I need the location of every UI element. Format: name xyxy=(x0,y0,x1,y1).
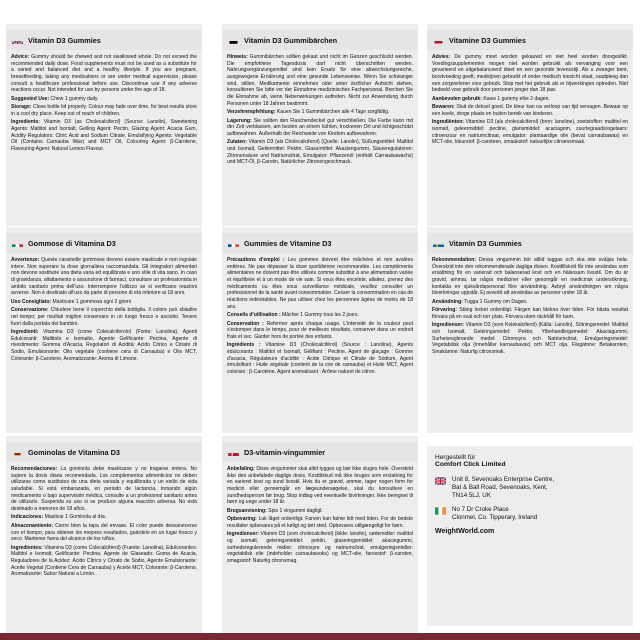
panel-body xyxy=(11,257,197,362)
ie-address-line: Clonmel, Co. Tipperary, Ireland xyxy=(452,514,538,522)
forvaring-label: Förvaring: xyxy=(432,307,457,314)
lagerung-text: Sie sollten den Flaschendeckel gut verschließen. Die Farbe kann mit der Zeit verblassen, am besten an einem kühlen, trockenen Ort und lichtgeschützt aufbewahren. Außerhalb der Reichweite von Kindern aufbewahren. xyxy=(227,117,414,137)
conseils-label: Conseils d'utilisation : xyxy=(227,312,281,319)
ingredienser-text: Vitamin D3 (som Kolekalciferol) (Källa: Lanolin), Sötningsmedel: Maltitol och Isomalt, Geléringsmedel: Pektin, Ytbehandlingsmedel: Akaciagummi, Surhetsreglerande medel: Citronsyra och Natriumcitrat, Emulgeringsmedel: Vegetabilisk olja (innehåller karnaubavax) och MCT olja, Färgämne: Betakaroten, Smakämne: Naturlig citronsmak. xyxy=(432,322,628,355)
advies-text: De gummy moet worden gekauwd en niet heel worden doorgeslikt. Voedingssupplementen mogen niet worden gebruikt als vervanging voor een gevarieerd en uitgebalanceerd dieet en een gezonde levensstijl. Als u zwanger bent, borstvoeding geeft, medicijnen gebruikt of onder medisch toezicht staat, raadpleeg dan een zorgverlener voor gebruik. Stop met het gebruik als er bijwerkingen optreden. Niet bedoeld voor gebruik door personen jonger dan 18 jaar. xyxy=(432,54,629,94)
anvandning-text: Tugga 1 Gummy om Dagen. xyxy=(464,298,528,305)
ingredienser-text: Vitamin D3 (som cholecalciferol) (kilde: lanolin), sødemidler: maltitol og isomalt, geleringsmiddel: pektin, glaseringsmiddel: akaciegummi, surhedsregulerende midler: citronsyre og natriumcitrat, emulgeringsmidler: vegetabilsk olie (indeholder carnaubavoks) og MCT-olie, farvestof: β-caroten, smagsstof: Naturlig citronsmag. xyxy=(227,531,413,564)
panel-title: Vitamin D3 Gummies xyxy=(449,238,522,248)
aanbevolen-text: Kauw 1 gummy elke 2 dagen. xyxy=(483,95,550,102)
precautions-text: Les gommes doivent être mâchées et non avalées entières. Ne pas dépasser la dose quotidienne recommandée. Les compléments alimentaires ne doivent pas être utilisés comme substitut à une alimentation variée et équilibrée et à un mode de vie sain. Si vous êtes enceinte, allaitez, prenez des médicaments ou êtes sous surveillance médicale, veuillez consulter un professionnel de la santé avant consommation. Cesser la consommation en cas de réactions indésirables. Ne pas utiliser chez les personnes âgées de moins de 18 ans. xyxy=(227,257,414,310)
almacenamiento-label: Almacenamiento: xyxy=(11,522,54,529)
panel-header xyxy=(222,30,418,50)
panel-title: Vitamin D3 Gummibärchen xyxy=(244,35,338,45)
conseils-text: Mâcher 1 Gummy tous les 2 jours. xyxy=(282,312,359,319)
rekommendation-label: Rekommendation: xyxy=(432,257,477,263)
ingredients-label: Ingredients: xyxy=(11,119,40,126)
verzehr-label: Verzehrempfehlung: xyxy=(227,109,276,116)
panel-body xyxy=(432,257,628,356)
panel-dk xyxy=(222,436,418,634)
zutaten-label: Zutaten: xyxy=(227,139,247,146)
storage-label: Storage: xyxy=(11,104,32,111)
panel-header xyxy=(427,233,633,253)
france-flag-icon xyxy=(228,239,239,247)
panel-body xyxy=(227,54,413,166)
aanbevolen-label: Aanbevolen gebruik: xyxy=(432,95,482,102)
ireland-address xyxy=(435,506,625,522)
advies-label: Advies: xyxy=(432,54,451,60)
uk-address-line: Unit 8, Sevenoaks Enterprise Centre, xyxy=(452,476,555,483)
forvaring-text: Stäng locket ordentligt. Färgen kan blekna över tiden. För bästa resultat förvara på en sval och torr plats. Förvara utom räckhåll för barn. xyxy=(432,307,628,320)
netherlands-flag-icon xyxy=(433,36,444,44)
panel-title: Vitamin D3 Gummies xyxy=(28,35,101,45)
panel-header xyxy=(6,30,202,50)
bewaren-label: Bewaren: xyxy=(432,104,455,111)
panel-title: D3-vitamin-vingummier xyxy=(244,447,326,457)
opbevaring-text: Luk låget ordentligt. Farven kan falme lidt med tiden. For de bedste resultater opbevares på et køligt og tørt sted. Opbevares utilgængeligt for børn. xyxy=(227,516,413,529)
conservation-text: Refermer après chaque usage. L'intensité de la couleur peut s'estomper dans le temps, pour de meilleurs résultats, conserver dans un endroit frais et sec. Garder hors de portée des enfants. xyxy=(227,320,414,340)
recomendaciones-label: Recomendaciones: xyxy=(11,466,58,472)
conservazione-label: Conservazione: xyxy=(11,307,49,314)
panel-es xyxy=(6,436,202,634)
storage-text: Close bottle lid properly. Colour may fade over time, for best results store in a cool dry place. Keep out of reach of children. xyxy=(11,104,197,117)
indicaciones-text: Masticar 1 Gominola al día. xyxy=(44,514,107,521)
ingredienten-text: Vitamine D3 (als cholecalciferol) (bron: lanoline), zoetstoffen: maltitol en isomalt, geleermiddel: pectine, glansmiddel: acaciagom, zuurtegraadsregelaars: citroenzuur en natriumcitraat, emulgator: plantaardige olie (bevat carnaubawas) en MCT-olie, kleurstof: β-caroteen, smaakstof: natuurlijke citroensmaak. xyxy=(432,119,628,146)
advice-label: Advice: xyxy=(11,54,30,60)
indicaciones-label: Indicaciones: xyxy=(11,514,44,521)
bewaren-text: Sluit de deksel goed. De kleur kan na verloop van tijd vervagen. Bewaar op een koele, droge plaats en buiten bereik van kinderen. xyxy=(432,104,628,117)
ingredienten-label: Ingrediënten: xyxy=(432,119,464,126)
panel-header xyxy=(222,233,418,253)
conservazione-text: Chiudere bene il coperchio della bottiglia. Il colore può sbiadire nel tempo; per risultati migliori conservare in un luogo fresco e asciutto. Tenere fuori dalla portata dei bambini. xyxy=(11,307,197,327)
panel-body xyxy=(227,466,413,565)
panel-header xyxy=(222,442,418,462)
lagerung-label: Lagerung: xyxy=(227,117,252,124)
ingredients-text: Vitamine D3 (Cholécalciférol) (Source : Lanoline), Agents édulcorants : Maltitol et Isomalt, Gélifiant : Pectine, Agent de glaçage : Gomme d'acacia, Régulateurs d'acidité : Acide Citrique et Citrate de Sodium, Agent émulsifiant : Huile végétale (contient de la cire de carnauba) et Huile MCT, Agent colorant : β-Carotène, Agent aromatisant : Arôme naturel de citron. xyxy=(227,342,413,375)
panel-nl xyxy=(427,24,633,226)
panel-uk xyxy=(6,24,202,226)
sweden-flag-icon xyxy=(433,239,444,247)
italy-flag-icon xyxy=(12,239,23,247)
ie-address-line: No 7 Dr Croke Place xyxy=(452,506,509,514)
website-link[interactable]: WeightWorld.com xyxy=(435,528,495,536)
spain-flag-icon xyxy=(12,448,23,456)
zutaten-text: Vitamin D3 (als Cholecalciferol) (Quelle: Lanolin), Süßungsmittel: Maltitol und Isomalt, Geliermittel: Pektin, Glasurmittel: Akaziengummi, Säureregulatoren: Zitronensäure und Natriumcitrat, Emulgator: Pflanzenöl (enthält Carnaubawachs) und MCT-Öl, β-Carotin, Natürlicher Zitronengeschmack. xyxy=(227,139,413,166)
panel-body xyxy=(432,54,628,146)
avvertenze-label: Avvertenze: xyxy=(11,257,40,263)
uk-flag-icon xyxy=(12,36,23,44)
company-name: Comfort Click Limited xyxy=(435,461,506,468)
advice-text: Gummy should be chewed and not swallowed whole. Do not exceed the recommended daily dose. Food supplements must not be used as a substitute for a varied and balanced diet and a healthy lifestyle. If you are pregnant, breastfeeding, taking any medications or are under medical supervision, please consult a healthcare professional before use. Discontinue use if any adverse reactions occur. Not intended for use by persons under the age of 18. xyxy=(11,54,197,94)
uso-label: Uso Consigliato: xyxy=(11,298,52,305)
uk-address xyxy=(435,476,625,500)
bottom-banner xyxy=(0,633,640,640)
anvandning-label: Användning: xyxy=(432,298,463,305)
panel-body xyxy=(11,54,197,153)
panel-title: Gominolas de Vitamina D3 xyxy=(28,447,120,457)
uk-flag-icon xyxy=(435,477,446,485)
brugsanvisning-label: Brugsanvisning: xyxy=(227,507,267,514)
panel-title: Gommose di Vitamina D3 xyxy=(28,238,116,248)
conservation-label: Conservation : xyxy=(227,320,264,327)
denmark-flag-icon xyxy=(228,448,239,456)
germany-flag-icon xyxy=(228,36,239,44)
rekommendation-text: Dessa vingummin bör alltid tuggas och ska inte sväljas hela. Överskrid inte den rekommenderade dagliga dosen. Kosttillskott får inte användas som ersättning för en varierad och balanserad kost och en hälsosam livsstil. Om du är gravid, ammar, tar några mediciner eller genomgår en medicinsk undersökning, kontakta en sjukvårdspersonal före användning. Avbryt användningen om några biverkningar uppstår. Ej avsedd att användas av personer under 18 år. xyxy=(432,257,628,297)
panel-se xyxy=(427,227,633,433)
ingredients-text: Vitamin D3 (as Cholecalciferol) (Source: Lanolin), Sweetening Agents: Maltitol and Isomalt, Gelling Agent: Pectin, Glazing Agent: Acacia Gum, Acidity Regulators: Citric Acid and Sodium Citrate, Emulsifying Agents: Vegetable Oil (Contains Carnauba Wax) and MCT Oil, Colouring Agent: β-Carotene, Flavouring Agent: Natural Lemon Flavour. xyxy=(11,119,197,152)
panel-it xyxy=(6,227,202,433)
manufactured-for-label: Hergestellt für xyxy=(435,454,476,461)
ingredientes-label: Ingredientes: xyxy=(11,544,43,551)
hinweis-text: Gummibärchen sollten gekaut und nicht im Ganzen geschluckt werden. Die empfohlene Tagesdosis darf nicht überschritten werden. Nahrungsergänzungsmittel sind kein Ersatz für eine abwechslungsreiche, ausgewogene Ernährung und eine gesunde Lebensweise. Wenn Sie schwanger sind, stillen, Medikamente einnehmen oder unter ärztlicher Aufsicht stehen, konsultieren Sie bitte vor der Einnahme medizinisches Fachpersonal. Brechen Sie die Einnahme ab, wenn Nebenwirkungen auftreten. Nicht zur Anwendung durch Personen unter 18 Jahren bestimmt. xyxy=(227,54,413,107)
ireland-flag-icon xyxy=(435,507,446,515)
ingredienti-text: Vitamina D3 (come Colecalciferolo) (Fonte: Lanolina), Agenti Edulcoranti: Maltitolo e Isomalto, Agente Gelificante: Pectina, Agente di rivestimento: Gomma d'Acacia, Regolatori di Acidità: Acido Citrico e Citrato di Sodio, Emulsionante: Olio vegetale (contiene cera di Carnauba) e Olio MCT, Colorante: β-Carotene, Aromatizzante: Aroma di Limone. xyxy=(11,328,198,362)
panel-body xyxy=(11,466,197,578)
panel-de xyxy=(222,24,418,226)
avvertenze-text: Queste caramelle gommose devono essere masticate e non ingoiate intere. Non superare la dose giornaliera raccomandata. Gli integratori alimentari non devono sostituire una dieta varia ed equilibrata e uno stile di vita sano. In caso di gravidanza, allattamento o assunzione di farmaci, consultare un professionista in ambito sanitario prima dell'uso. Interrompere l'utilizzo se si verificano reazioni avverse. Non è destinato all'uso da parte di persone di età inferiore ai 18 anni. xyxy=(11,257,197,297)
panel-title: Gummies de Vitamine D3 xyxy=(244,238,332,248)
ingredienti-label: Ingredienti: xyxy=(11,328,39,335)
suggested-use-text: Chew 1 gummy daily. xyxy=(50,95,99,102)
uk-address-line: Bat & Ball Road, Sevenoaks, Kent, xyxy=(452,484,548,492)
ingredienser-label: Ingredienser: xyxy=(432,322,464,329)
anbefaling-label: Anbefaling: xyxy=(227,466,255,472)
ingredienser-label: Ingredienser: xyxy=(227,531,259,538)
panel-header xyxy=(6,442,202,462)
manufacturer-info xyxy=(427,446,633,626)
recomendaciones-text: La gominola debe masticarse y no tragarse entera. No supere la dosis diaria recomendada. Los complementos alimenticios no deben utilizarse como sustitutos de una dieta variada y equilibrada y un estilo de vida saludable. Si está embarazada, en periodo de lactancia, tomando algún medicamento o bajo supervisión médica, consulte a un profesional sanitario antes de utilizarlo. Suspenda su uso si se produce alguna reacción adversa. No está destinado a menores de 18 años. xyxy=(11,466,197,512)
verzehr-text: Kauen Sie 1 Gummibärchen alle 4 Tage sorgfältig. xyxy=(276,109,390,116)
almacenamiento-text: Cierre bien la tapa del envase. El color puede desvanecerse con el tiempo; para obtener los mejores resultados, guárdelo en un lugar fresco y seco. Mantener fuera del alcance de los niños. xyxy=(11,522,198,543)
panel-title: Vitamine D3 Gummies xyxy=(449,35,526,45)
opbevaring-label: Opbevaring: xyxy=(227,516,257,523)
brugsanvisning-text: Spis 1 vingummi dagligt. xyxy=(268,507,323,514)
hinweis-label: Hinweis: xyxy=(227,54,248,60)
anbefaling-text: Disse vingummier skal altid tygges og bør ikke sluges hele. Overskrid ikke den anbefalede daglige dosis. Kosttilskud må ikke bruges som erstatning for en varieret kost og sund livsstil. Hvis du er gravid, ammer, tager nogen form for medicin eller gennemgår en lægeundersøgelse, skal du konsultere en sundhedsperson før brug. Stop indtag ved eventuelle bivirkninger. Ikke beregnet til børn og unge under 18 år. xyxy=(227,466,413,506)
uk-address-line: TN14 5LJ, UK xyxy=(452,492,491,500)
suggested-use-label: Suggested Use: xyxy=(11,95,50,102)
uso-text: Masticare 1 gommosa ogni 2 giorni xyxy=(52,298,132,305)
panel-header xyxy=(6,233,202,253)
panel-fr xyxy=(222,227,418,433)
panel-header xyxy=(427,30,633,50)
ingredientes-text: Vitamina D3 (como Colecalciferol) (Fuente: Lanolina), Edulcorantes: Maltitol e Isomalt, Gelificante: Pectina, Agente de Glaseado: Goma de Acacia, Reguladores de la Acidez: Ácido Cítrico y Citrato de Sodio, Agente Emulsionante: Aceite Vegetal (Contiene Cera de Carnauba) y Aceite MCT, Colorante: β-Caroteno, Aromatizante: Sabor Natural a Limón. xyxy=(11,544,197,578)
panel-body xyxy=(227,257,413,376)
precautions-label: Précautions d'emploi : xyxy=(227,257,285,263)
ingredients-label: Ingrédients : xyxy=(227,342,261,349)
